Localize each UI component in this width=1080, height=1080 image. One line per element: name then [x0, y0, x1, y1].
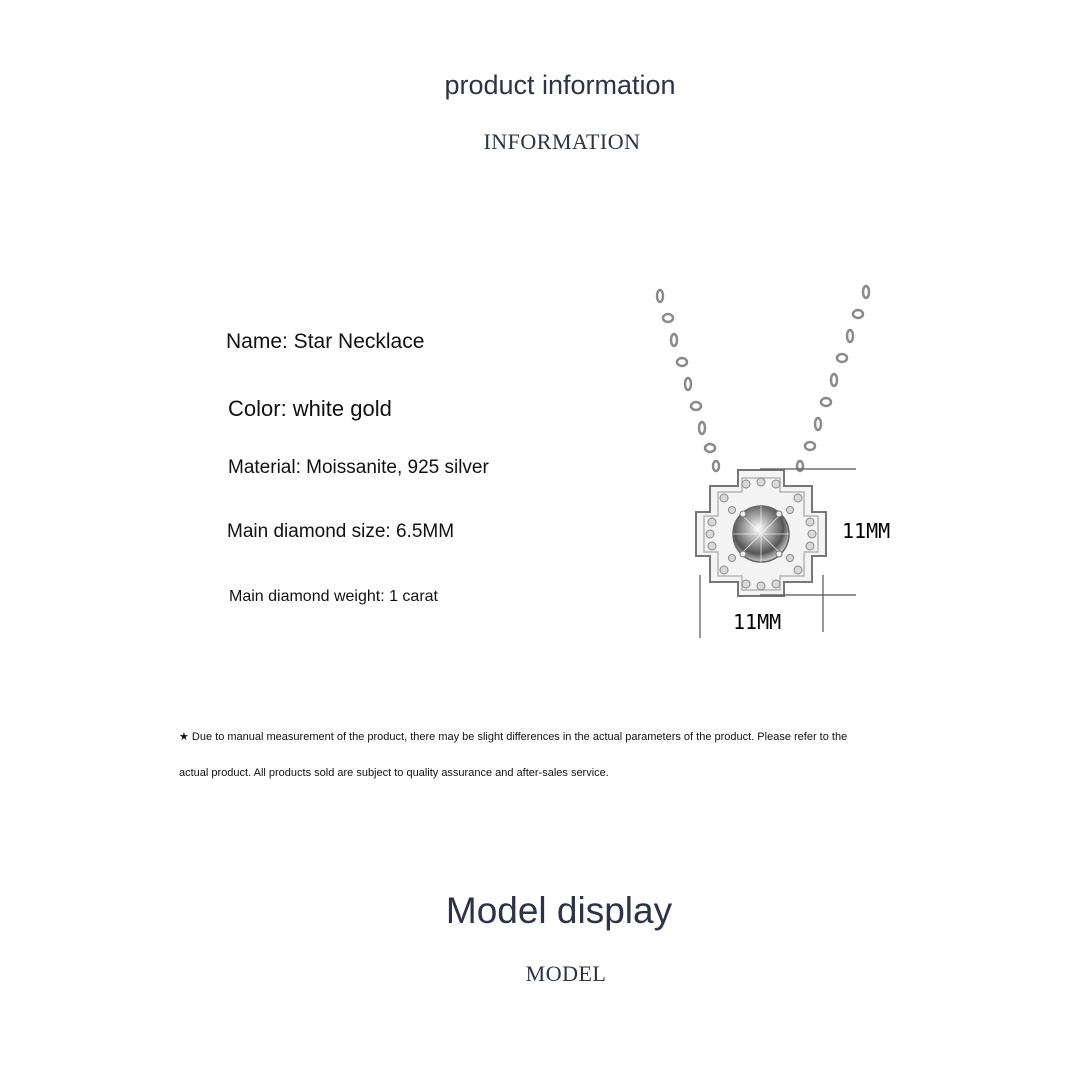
pendant — [696, 470, 826, 596]
spec-main-diamond-size: Main diamond size: 6.5MM — [227, 521, 455, 542]
spec-main-diamond-weight: Main diamond weight: 1 carat — [229, 588, 438, 605]
spec-color: Color: white gold — [228, 396, 392, 421]
spec-name: Name: Star Necklace — [226, 330, 425, 353]
necklace-product-image — [640, 270, 940, 650]
width-dimension: 11MM — [733, 610, 782, 634]
spec-material: Material: Moissanite, 925 silver — [228, 457, 489, 478]
info-section-subtitle: INFORMATION — [483, 129, 641, 154]
model-section-subtitle: MODEL — [525, 961, 607, 986]
disclaimer-line-2: actual product. All products sold are subject to quality assurance and after-sales service. — [179, 767, 609, 779]
chain-right — [797, 286, 869, 471]
info-section-title: product information — [444, 70, 676, 100]
model-section-title: Model display — [445, 890, 673, 931]
chain-left — [657, 290, 719, 471]
disclaimer-line-1: ★ Due to manual measurement of the product, there may be slight differences in the actual parameters of the product. Please refer to the — [179, 731, 848, 743]
height-dimension: 11MM — [842, 519, 891, 543]
